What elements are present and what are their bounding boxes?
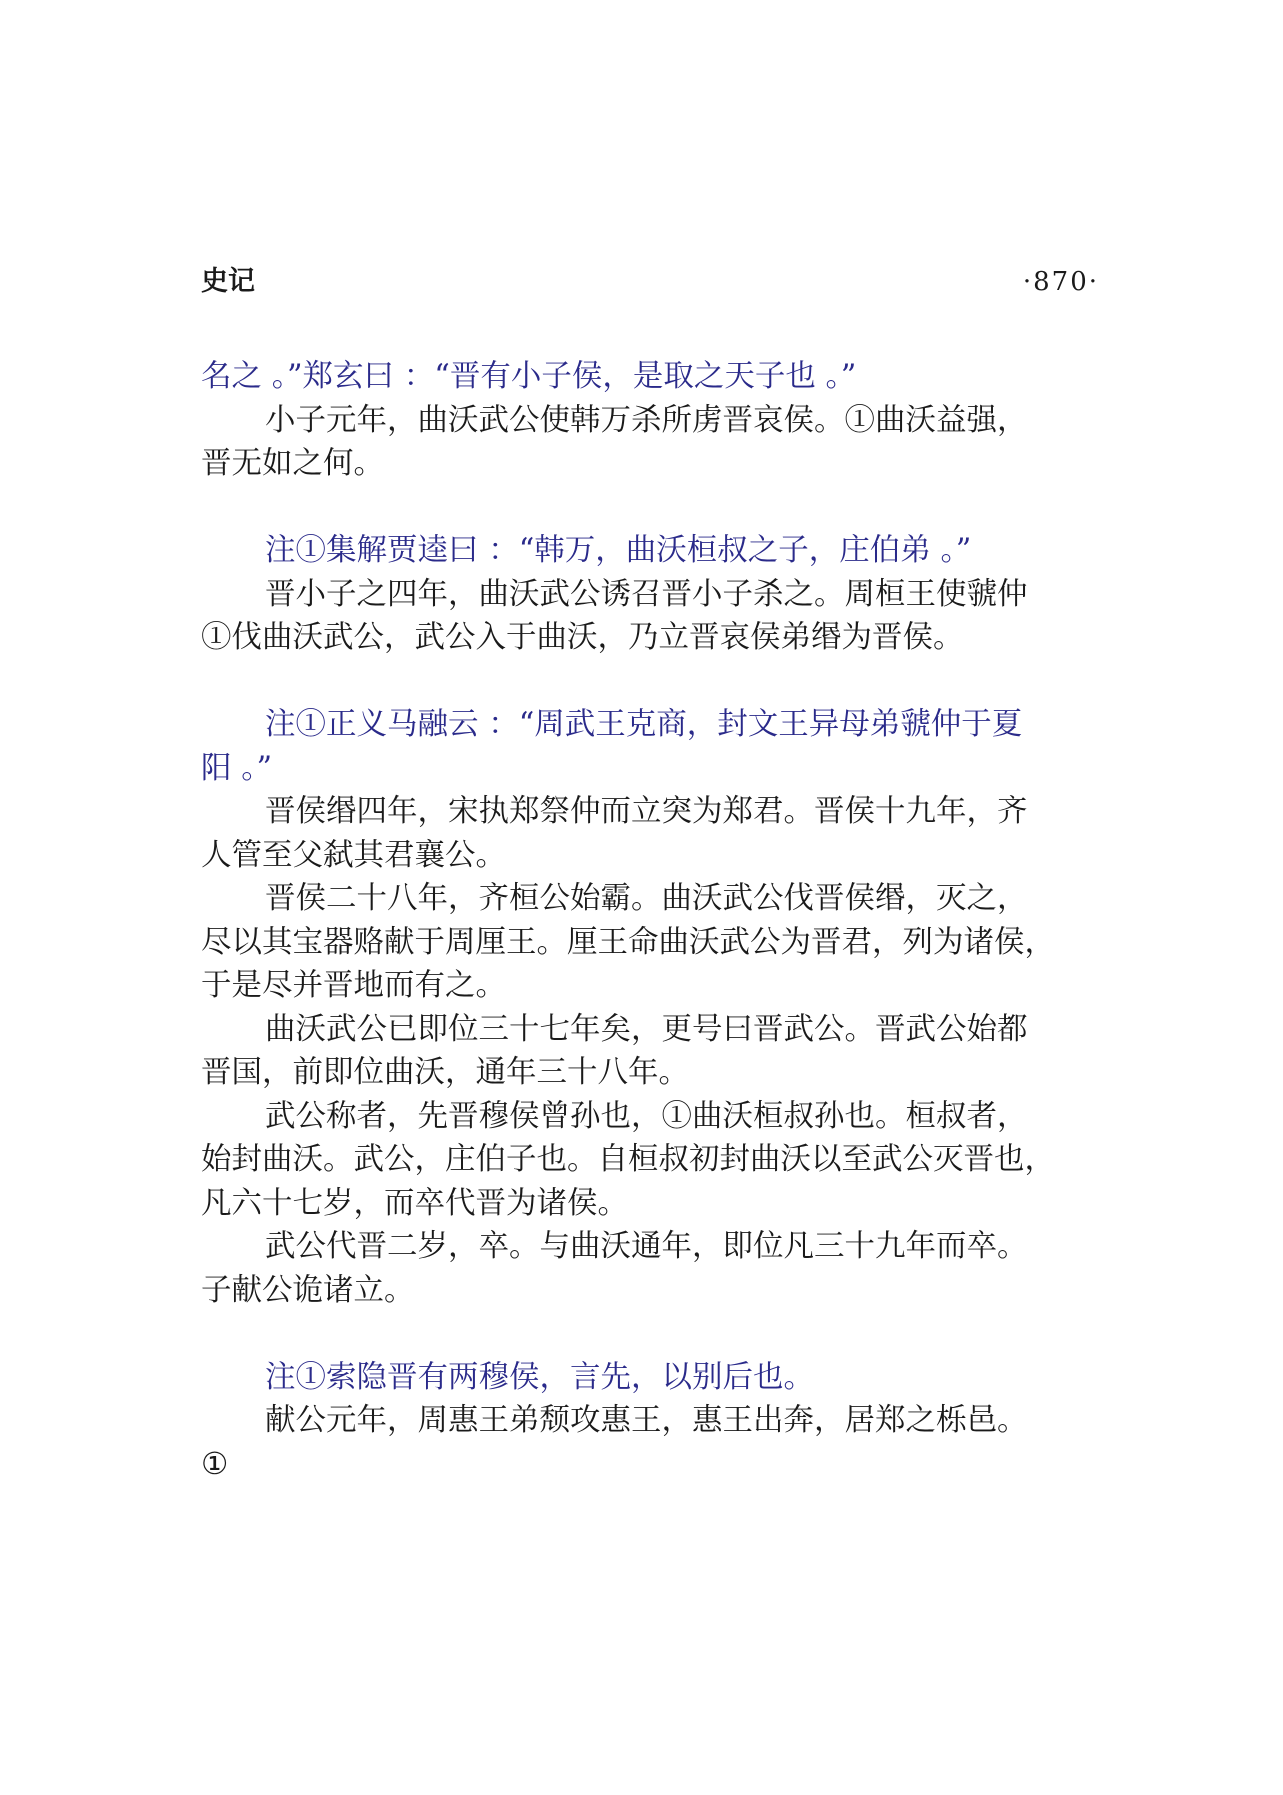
footnote-marker: ① [201,1446,229,1482]
text-line: 曲沃武公已即位三十七年矣，更号曰晋武公。晋武公始都 [265,1011,1028,1047]
text-line: ①伐曲沃武公，武公入于曲沃，乃立晋哀侯弟缗为晋侯。 [201,620,964,655]
page-header [201,262,1099,302]
text-line: 晋无如之何。 [201,446,384,481]
text-line: 子献公诡诸立。 [201,1272,415,1308]
text-line: 凡六十七岁，而卒代晋为诸侯。 [201,1185,628,1221]
page-body [201,355,1106,1486]
annotation-line: 注①正义马融云 ：“周武王克商，封文王异母弟虢仲于夏 [265,707,1023,742]
text-line: 晋侯二十八年，齐桓公始霸。曲沃武公伐晋侯缗，灭之， [265,881,1028,916]
text-line: 尽以其宝器赂献于周厘王。厘王命曲沃武公为晋君，列为诸侯， [201,924,1055,960]
paragraph-gap [201,660,1106,704]
text-line: 晋国，前即位曲沃，通年三十八年。 [201,1055,689,1090]
text-line: 献公元年，周惠王弟颓攻惠王，惠王出奔，居郑之栎邑。 [265,1403,1028,1438]
text-line: 武公称者，先晋穆侯曾孙也，①曲沃桓叔孙也。桓叔者， [265,1098,1028,1134]
book-title: 史记 [201,266,255,297]
text-line: 于是尽并晋地而有之。 [201,968,506,1003]
annotation-line: 注①集解贾逵曰 ：“韩万，曲沃桓叔之子，庄伯弟 。” [265,533,972,568]
annotation-line: 注①索隐晋有两穆侯，言先，以别后也。 [265,1359,814,1395]
text-line: 晋侯缗四年，宋执郑祭仲而立突为郑君。晋侯十九年，齐 [265,794,1028,829]
text-line: 小子元年，曲沃武公使韩万杀所虏晋哀侯。①曲沃益强， [265,402,1028,438]
text-line: 始封曲沃。武公，庄伯子也。自桓叔初封曲沃以至武公灭晋也， [201,1142,1055,1177]
text-line: 武公代晋二岁，卒。与曲沃通年，即位凡三十九年而卒。 [265,1229,1028,1264]
annotation-line: 阳 。” [201,750,273,786]
annotation-line: 名之 。”郑玄曰 ：“晋有小子侯，是取之天子也 。” [201,359,857,394]
text-line: 晋小子之四年，曲沃武公诱召晋小子杀之。周桓王使虢仲 [265,576,1028,612]
paragraph-gap [201,1312,1106,1356]
page-number: ·870· [1022,267,1099,297]
paragraph-gap [201,486,1106,530]
text-line: 人管至父弑其君襄公。 [201,837,506,873]
